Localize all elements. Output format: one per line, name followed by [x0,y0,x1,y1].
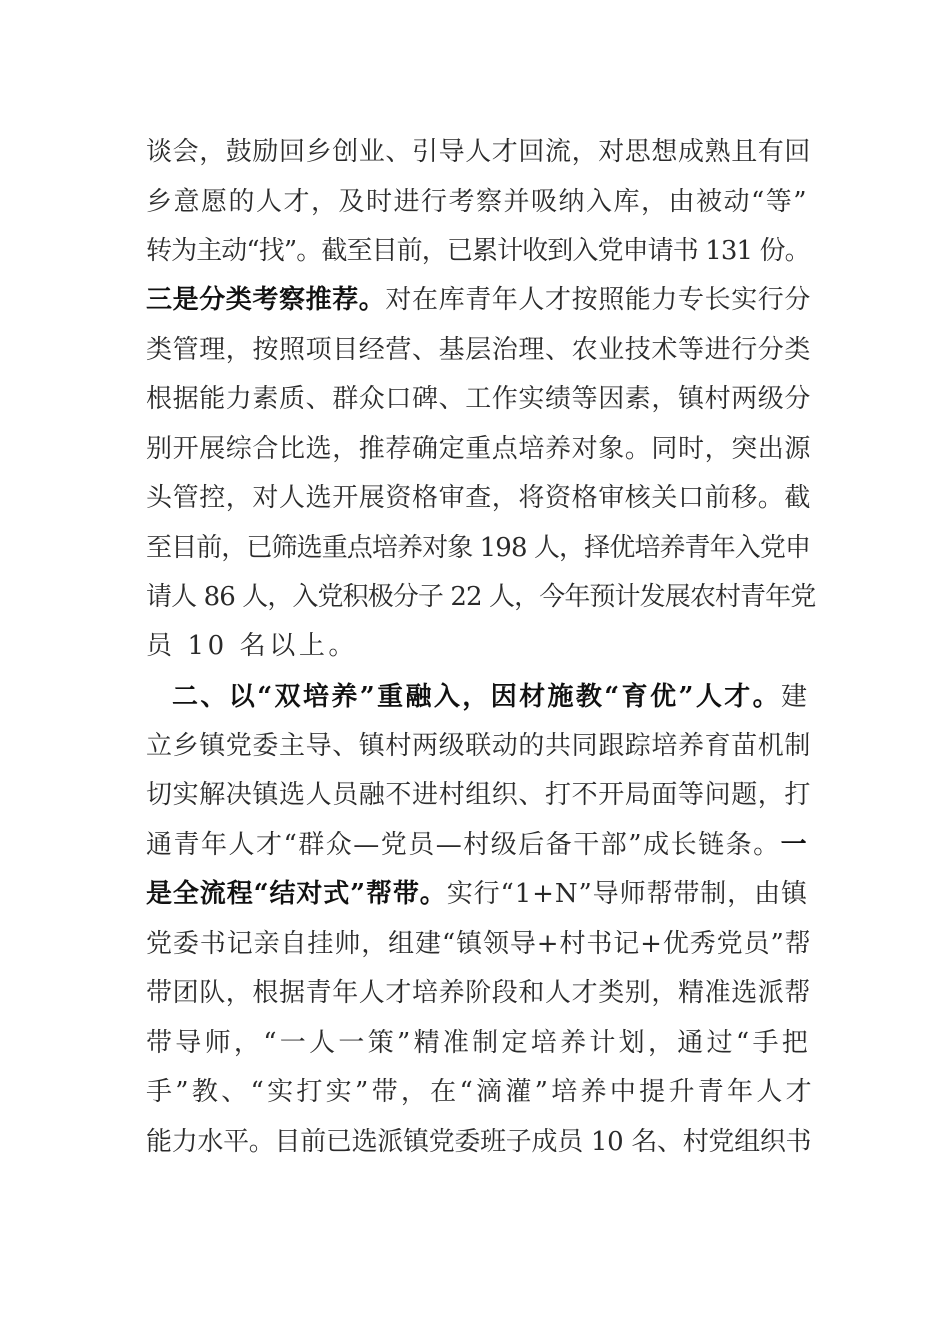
text-run: 乡意愿的人才，及时进行考察并吸纳入库，由被动“等” [146,187,809,217]
text-line [146,1075,815,1109]
text-line [146,432,811,466]
subheading-run: 三是分类考察推荐。 [146,285,386,315]
text-line [146,828,808,862]
text-line [146,1125,811,1159]
text-line [146,976,811,1010]
text-run: 请人 86 人，入党积极分子 22 人，今年预计发展农村青年党 [146,582,816,612]
text-run: 通青年人才“群众—党员—村级后备干部”成长链条。 [146,830,781,860]
subheading-run: 一 [780,830,809,860]
text-run: 实行“1+N”导师帮带制，由镇 [446,879,808,909]
text-line [146,382,811,416]
text-line [146,531,810,565]
text-line [146,778,811,812]
text-line [146,283,811,317]
text-run: 建 [781,682,810,712]
text-run: 对在库青年人才按照能力专长实行分 [385,285,812,315]
text-line [146,135,811,169]
text-run: 根据能力素质、群众口碑、工作实绩等因素，镇村两级分 [146,384,812,414]
text-run: 别开展综合比选，推荐确定重点培养对象。同时，突出源 [146,434,812,464]
text-run: 切实解决镇选人员融不进村组织、打不开局面等问题，打 [146,780,812,810]
text-line [146,481,811,515]
text-run: 能力水平。目前已选派镇党委班子成员 10 名、村党组织书 [146,1127,812,1157]
text-run: 谈会，鼓励回乡创业、引导人才回流，对思想成熟且有回 [146,137,812,167]
text-line [146,580,815,614]
text-line [146,234,810,268]
section-heading-line [172,680,809,714]
text-line [146,333,811,367]
text-line [146,185,808,219]
text-line [146,877,808,911]
text-line [146,629,358,663]
text-run: 立乡镇党委主导、镇村两级联动的共同跟踪培养育苗机制 [146,731,812,761]
text-run: 员 10 名以上。 [146,631,359,661]
text-run: 党委书记亲自挂帅，组建“镇领导+村书记+优秀党员”帮 [146,929,812,959]
section-heading: 二、以“双培养”重融入，因材施教“育优”人才。 [172,682,782,712]
text-run: 带导师，“一人一策”精准制定培养计划，通过“手把 [146,1028,812,1058]
text-run: 头管控，对人选开展资格审查，将资格审核关口前移。截 [146,483,812,513]
text-line [146,729,811,763]
text-run: 带团队，根据青年人才培养阶段和人才类别，精准选派帮 [146,978,812,1008]
text-run: 类管理，按照项目经营、基层治理、农业技术等进行分类 [146,335,812,365]
text-run: 至目前，已筛选重点培养对象 198 人，择优培养青年入党申 [146,533,811,563]
text-line [146,1026,811,1060]
text-run: 手”教、“实打实”带，在“滴灌”培养中提升青年人才 [146,1077,815,1107]
text-run: 转为主动“找”。截至目前，已累计收到入党申请书 131 份。 [146,236,810,266]
text-line [146,927,812,961]
subheading-run: 是全流程“结对式”帮带。 [146,879,447,909]
